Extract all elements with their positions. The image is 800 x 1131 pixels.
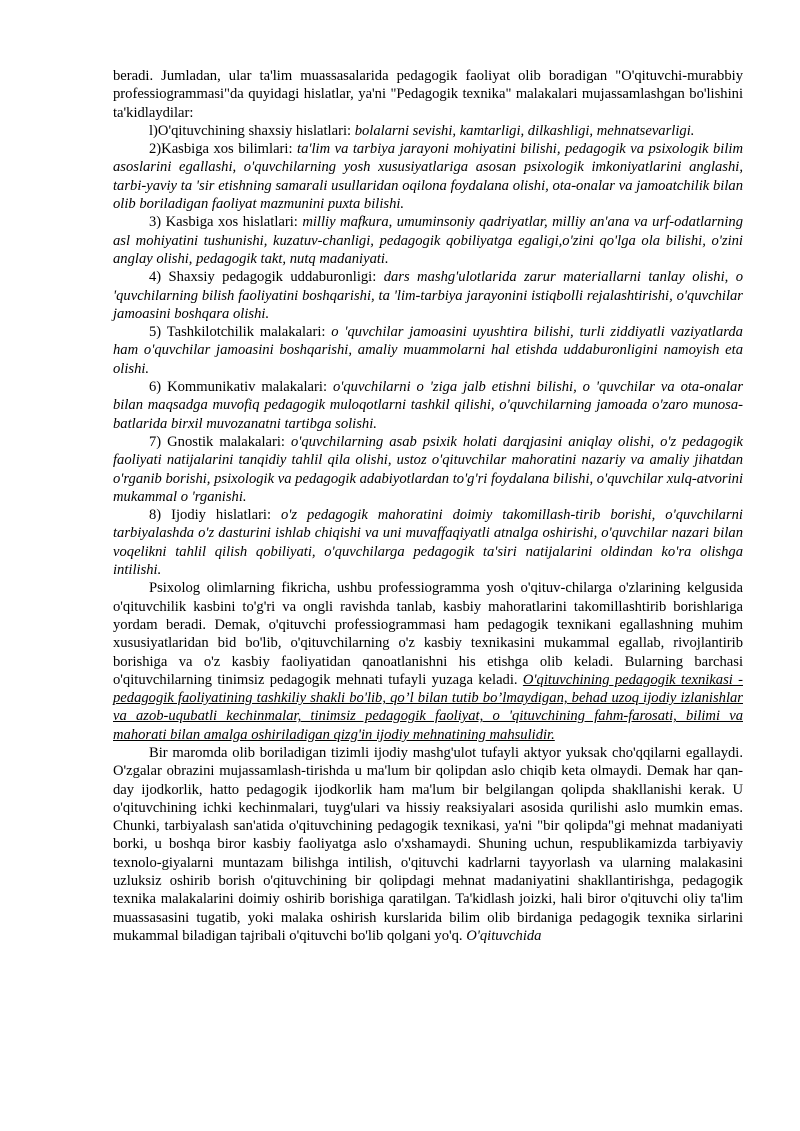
item-label: 4) Shaxsiy pedagogik uddaburonligi:: [149, 269, 384, 286]
item-label: 2)Kasbiga xos bilimlari:: [149, 141, 298, 158]
paragraph-psychologists: [113, 579, 743, 744]
item-label: 8) Ijodiy hislatlari:: [149, 507, 281, 524]
text-run: beradi. Jumladan, ular ta'lim muassasalarida pedagogik faoliyat olib boradigan "O'qituvchi-murabbiy professiogrammasi"da quyidagi hislatlar, ya'ni "Pedagogik texnika" malakalari mujassamlashgan bo'lishini ta'kidlaydilar:: [113, 68, 743, 121]
paragraph-item-4: [113, 268, 743, 323]
item-text: bolalarni sevishi, kamtarligi, dilkashligi, mehnatsevarligi.: [354, 122, 695, 139]
paragraph-item-7: [113, 433, 743, 506]
text-run: Bir maromda olib boriladigan tizimli ijodiy mashg'ulot tufayli aktyor yuksak cho'qqilarni egallaydi. O'zgalar obrazini mujassamlash-tirishda u ma'lum bir qolipdan aslo chiqib keta olmaydi. Demak har qan-day ijodkorlik, hatto pedagogik ijodkorlik ham ma'lum bir belgilangan qolipda shakllanishi kerak. U o'qituvchining ichki kechinmalari, tuyg'ulari va hissiy reaksiyalari asosida qurilishi aslo mumkin emas. Chunki, tarbiyalash san'atida o'qituvchining pedagogik texnikasi, ya'ni "bir qolipda"gi mehnat madaniyati borki, u boshqa biror kasbiy faoliyatga aslo o'xshamaydi. Shuning uchun, respublikamizda tarbiyaviy texnolo-giyalarni muntazam bilishga intilish, o'qituvchi kadrlarni tayyorlash va ularning malakasini uzluksiz oshirib borish o'qituvchining bir qolipdagi mehnat madaniyatini shakllantirishga, pedagogik texnika malakalarini doimiy oshirib borishiga qaratilgan. Ta'kidlash joizki, hali biror o'qituvchi oliy ta'lim muassasasini tugatib, yoki malaka oshirish kurslarida bilim olib birdaniga pedagogik texnika sirlarini mukammal biladigan tajribali o'qituvchi bo'lib qolgani yo'q.: [113, 744, 743, 944]
paragraph-item-3: [113, 213, 743, 268]
item-text: o 'quvchilar jamoasini uyushtira bilishi, turli ziddiyatli vaziyatlarda ham o'quvchilar jamoasini boshqarishi, amaliy muammolarni hal etishda uddaburonligini namoyish eta olishi.: [113, 324, 743, 377]
paragraph-intro: [113, 67, 743, 122]
text-run: Psixolog olimlarning fikricha, ushbu professiogramma yosh o'qituv-chilarga o'zlarining kelgusida o'qituvchilik kasbini to'g'ri va ongli ravishda tanlab, kasbiy mahoratlarini takomillashtirib borishlariga yordam beradi. Demak, o'qituvchi professiogrammasi ham pedagogik texnikani egallashning muhim xususiyatlaridan bid bo'lib, o'qituvchilarning o'z kasbiy texnikasini mukammal egallab, rivojlantirib borishiga va o'z kasbiy faoliyatidan qanoatlanishni his etishga olib keladi. Bularning barchasi o'qituvchilarning tinimsiz pedagogik mehnati tufayli yuzaga keladi.: [113, 580, 743, 688]
item-label: 7) Gnostik malakalari:: [149, 433, 291, 450]
item-text: dars mashg'ulotlarida zarur materiallarni tanlay olishi, o 'quvchilarning bilish faoliyatini boshqarishi, ta 'lim-tarbiya jarayonini istiqbolli rejalashtirishi, o'quvchilar jamoasini boshqara olishi.: [113, 269, 743, 322]
item-label: 5) Tashkilotchilik malakalari:: [149, 324, 332, 341]
paragraph-item-5: [113, 323, 743, 378]
paragraph-routine: [113, 744, 743, 945]
underlined-definition: O'qituvchining pedagogik texnikasi - pedagogik faoliyatining tashkiliy shakli bo'lib, qo’l bilan tutib bo’lmaydigan, behad uzoq ijodiy izlanishlar va azob-uqubatli kechinmalar, tinimsiz pedagogik faoliyat, o 'qituvchining fahm-farosati, bilimi va mahorati bilan amalga oshiriladigan qizg'in ijodiy mehnatining mahsulidir.: [113, 671, 743, 743]
item-text: milliy mafkura, umuminsoniy qadriyatlar, milliy an'ana va urf-odatlarning asl mohiyatini tushunishi, kuzatuv-chanligi, pedagogik qobiliyatga egaligi,o'zini qo'lga ola bilishi, o'zini anglay olishi, pedagogik takt, nutq madaniyati.: [113, 214, 743, 267]
item-text: o'quvchilarni o 'ziga jalb etishni bilishi, o 'quvchilar va ota-onalar bilan maqsadga muvofiq pedagogik muloqotlarni tashkil qilishi, o'quvchilarning jamoada o'zaro munosa-batlarida birxil muvozanatni tartibga solishi.: [113, 379, 744, 432]
item-label: l)O'qituvchining shaxsiy hislatlari:: [149, 122, 355, 139]
paragraph-item-1: [113, 122, 743, 140]
item-text: o'quvchilarning asab psixik holati darqjasini aniqlay olishi, o'z pedagogik faoliyati natijalarini tanqidiy tahlil qila olishi, ustoz o'qituvchilar mahoratini nazariy va amaliy jihatdan o'rganib borishi, psixologik va pedagogik adabiyotlardan to'g'ri foydalana bilishi, o'quvchilar xulq-atvorini mukammal o 'rganishi.: [113, 433, 743, 505]
paragraph-item-2: [113, 140, 743, 213]
paragraph-item-8: [113, 506, 743, 579]
item-text: ta'lim va tarbiya jarayoni mohiyatini bilishi, pedagogik va psixologik bilim asoslarini egallashi, o'quvchilarning yosh xususiyatlariga asosan psixologik imkoniyatlarini anglashi, tarbi-yaviy ta 'sir etishning samarali usullaridan oqilona foydalana olishi, ota-onalar va jamoatchilik bilan olib boriladigan faoliyat mazmunini puxta bilishi.: [113, 141, 743, 213]
item-text: o'z pedagogik mahoratini doimiy takomillash-tirib borishi, o'quvchilarni tarbiyalashda o'z dasturini ishlab chiqishi va uni muvaffaqiyatli atnalga oshirishi, o'quvchilar nazari bilan voqelikni tahlil qilish qobiliyati, o'quvchilarga pedagogik ta'siri natijalarini oldindan ko'ra olishga intilishi.: [113, 507, 743, 579]
paragraph-item-6: [113, 378, 743, 433]
text-run-italic: O'qituvchida: [466, 927, 542, 944]
item-label: 3) Kasbiga xos hislatlari:: [149, 214, 303, 231]
item-label: 6) Kommunikativ malakalari:: [149, 379, 333, 396]
